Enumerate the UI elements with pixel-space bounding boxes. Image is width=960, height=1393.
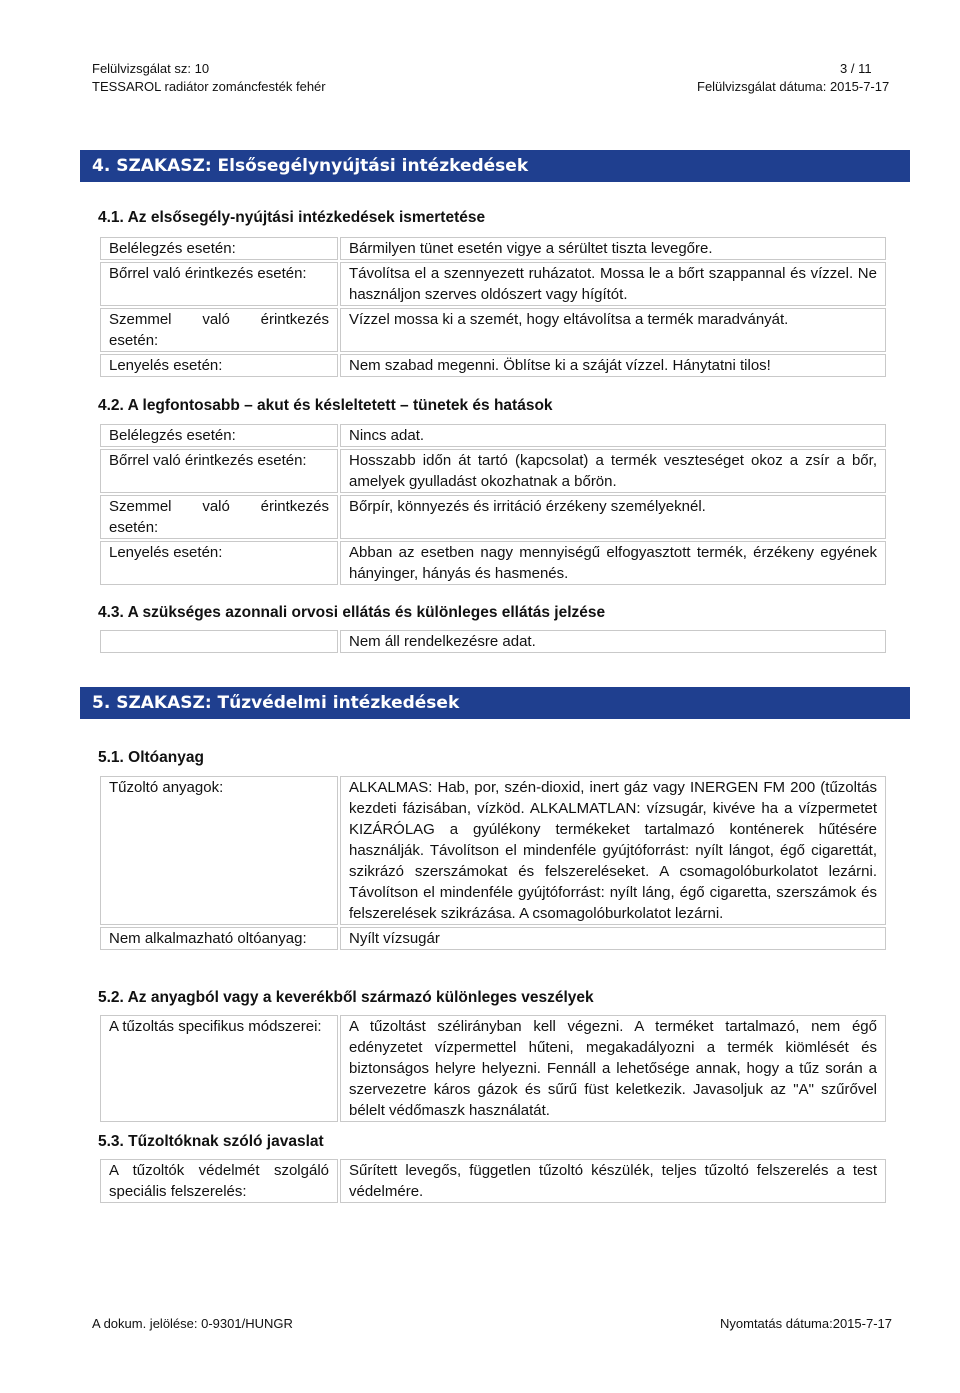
section-5-title: 5. SZAKASZ: Tűzvédelmi intézkedések <box>80 687 910 719</box>
row-text: Abban az esetben nagy mennyiségű elfogyasztott termék, érzékeny egyének hányinger, hányás és hasmenés. <box>340 541 886 585</box>
table-row <box>100 927 886 950</box>
row-text: A tűzoltást szélirányban kell végezni. A terméket tartalmazó, nem égő edényzetet vízpermettel hűteni, megakadályozni a termék kiömlését és biztonságos helyre helyezni. Fennáll a lehetősége annak, hogy a tűz során a szervezetre káros gázok és sűrű füst keletkezik. Javasoljuk az "A" szűrővel bélelt védőmaszk használatát. <box>340 1015 886 1122</box>
row-text: Nem áll rendelkezésre adat. <box>340 630 886 653</box>
table-5-2 <box>98 1013 888 1124</box>
row-label: Szemmel való érintkezés esetén: <box>100 495 338 539</box>
document-id: A dokum. jelölése: 0-9301/HUNGR <box>92 1316 293 1331</box>
row-label: Belélegzés esetén: <box>100 424 338 447</box>
row-text: Bármilyen tünet esetén vigye a sérültet tiszta levegőre. <box>340 237 886 260</box>
row-text: Nem szabad megenni. Öblítse ki a száját vízzel. Hánytatni tilos! <box>340 354 886 377</box>
print-date: Nyomtatás dátuma:2015-7-17 <box>720 1316 892 1331</box>
row-label: Lenyelés esetén: <box>100 354 338 377</box>
table-5-3 <box>98 1157 888 1205</box>
table-row <box>100 1159 886 1203</box>
table-row <box>100 424 886 447</box>
row-text: Vízzel mossa ki a szemét, hogy eltávolítsa a termék maradványát. <box>340 308 886 352</box>
row-text: Sűrített levegős, független tűzoltó készülék, teljes tűzoltó felszerelés a test védelmére. <box>340 1159 886 1203</box>
table-4-1 <box>98 235 888 379</box>
table-row <box>100 1015 886 1122</box>
row-label: Belélegzés esetén: <box>100 237 338 260</box>
table-row <box>100 630 886 653</box>
table-row <box>100 237 886 260</box>
revision-date: Felülvizsgálat dátuma: 2015-7-17 <box>697 79 890 94</box>
table-row <box>100 449 886 493</box>
row-text: Nincs adat. <box>340 424 886 447</box>
row-text: Távolítsa el a szennyezett ruházatot. Mossa le a bőrt szappannal és vízzel. Ne használjon szerves oldószert vagy hígítót. <box>340 262 886 306</box>
table-5-1 <box>98 774 888 952</box>
row-label: A tűzoltás specifikus módszerei: <box>100 1015 338 1122</box>
section-4-title: 4. SZAKASZ: Elsősegélynyújtási intézkedések <box>80 150 910 182</box>
row-label: Lenyelés esetén: <box>100 541 338 585</box>
row-label: Tűzoltó anyagok: <box>100 776 338 925</box>
row-text: Bőrpír, könnyezés és irritáció érzékeny személyeknél. <box>340 495 886 539</box>
row-label: A tűzoltók védelmét szolgáló speciális felszerelés: <box>100 1159 338 1203</box>
revision-number: Felülvizsgálat sz: 10 <box>92 61 210 76</box>
row-text: Hosszabb időn át tartó (kapcsolat) a termék veszteséget okoz a zsír a bőr, amelyek gyulladást okozhatnak a bőrön. <box>340 449 886 493</box>
row-label <box>100 630 338 653</box>
table-row <box>100 354 886 377</box>
subsection-5-1-title: 5.1. Oltóanyag <box>98 749 204 766</box>
table-row <box>100 308 886 352</box>
table-row <box>100 262 886 306</box>
subsection-4-1-title: 4.1. Az elsősegély-nyújtási intézkedések ismertetése <box>98 209 486 226</box>
row-label: Szemmel való érintkezés esetén: <box>100 308 338 352</box>
row-label: Nem alkalmazható oltóanyag: <box>100 927 338 950</box>
table-row <box>100 776 886 925</box>
table-row <box>100 541 886 585</box>
table-row <box>100 495 886 539</box>
row-label: Bőrrel való érintkezés esetén: <box>100 262 338 306</box>
table-4-3 <box>98 628 888 655</box>
row-text: ALKALMAS: Hab, por, szén-dioxid, inert gáz vagy INERGEN FM 200 (tűzoltás kezdeti fázisában, vízköd. ALKALMATLAN: vízsugár, kivéve ha a vízpermetet KIZÁRÓLAG a gyúlékony termékeket tartalmazó konténerek hűtésére használják. Távolítson el mindenféle gyújtóforrást: nyílt lángot, égő cigarettát, szikrázó szerszámokat és felszereléseket. A csomagolóburkolatot lezárni. Távolítson el mindenféle gyújtóforrást: nyílt láng, égő cigaretta, szerszámok és felszerelések szikrázása. A csomagolóburkolatot lezárni. <box>340 776 886 925</box>
subsection-5-2-title: 5.2. Az anyagból vagy a keverékből származó különleges veszélyek <box>98 989 594 1006</box>
subsection-4-3-title: 4.3. A szükséges azonnali orvosi ellátás és különleges ellátás jelzése <box>98 604 606 621</box>
subsection-4-2-title: 4.2. A legfontosabb – akut és késleltetett – tünetek és hatások <box>98 397 553 414</box>
subsection-5-3-title: 5.3. Tűzoltóknak szóló javaslat <box>98 1133 324 1150</box>
product-name: TESSAROL radiátor zománcfesték fehér <box>92 79 326 94</box>
row-text: Nyílt vízsugár <box>340 927 886 950</box>
page-number: 3 / 11 <box>840 61 872 76</box>
row-label: Bőrrel való érintkezés esetén: <box>100 449 338 493</box>
table-4-2 <box>98 422 888 587</box>
